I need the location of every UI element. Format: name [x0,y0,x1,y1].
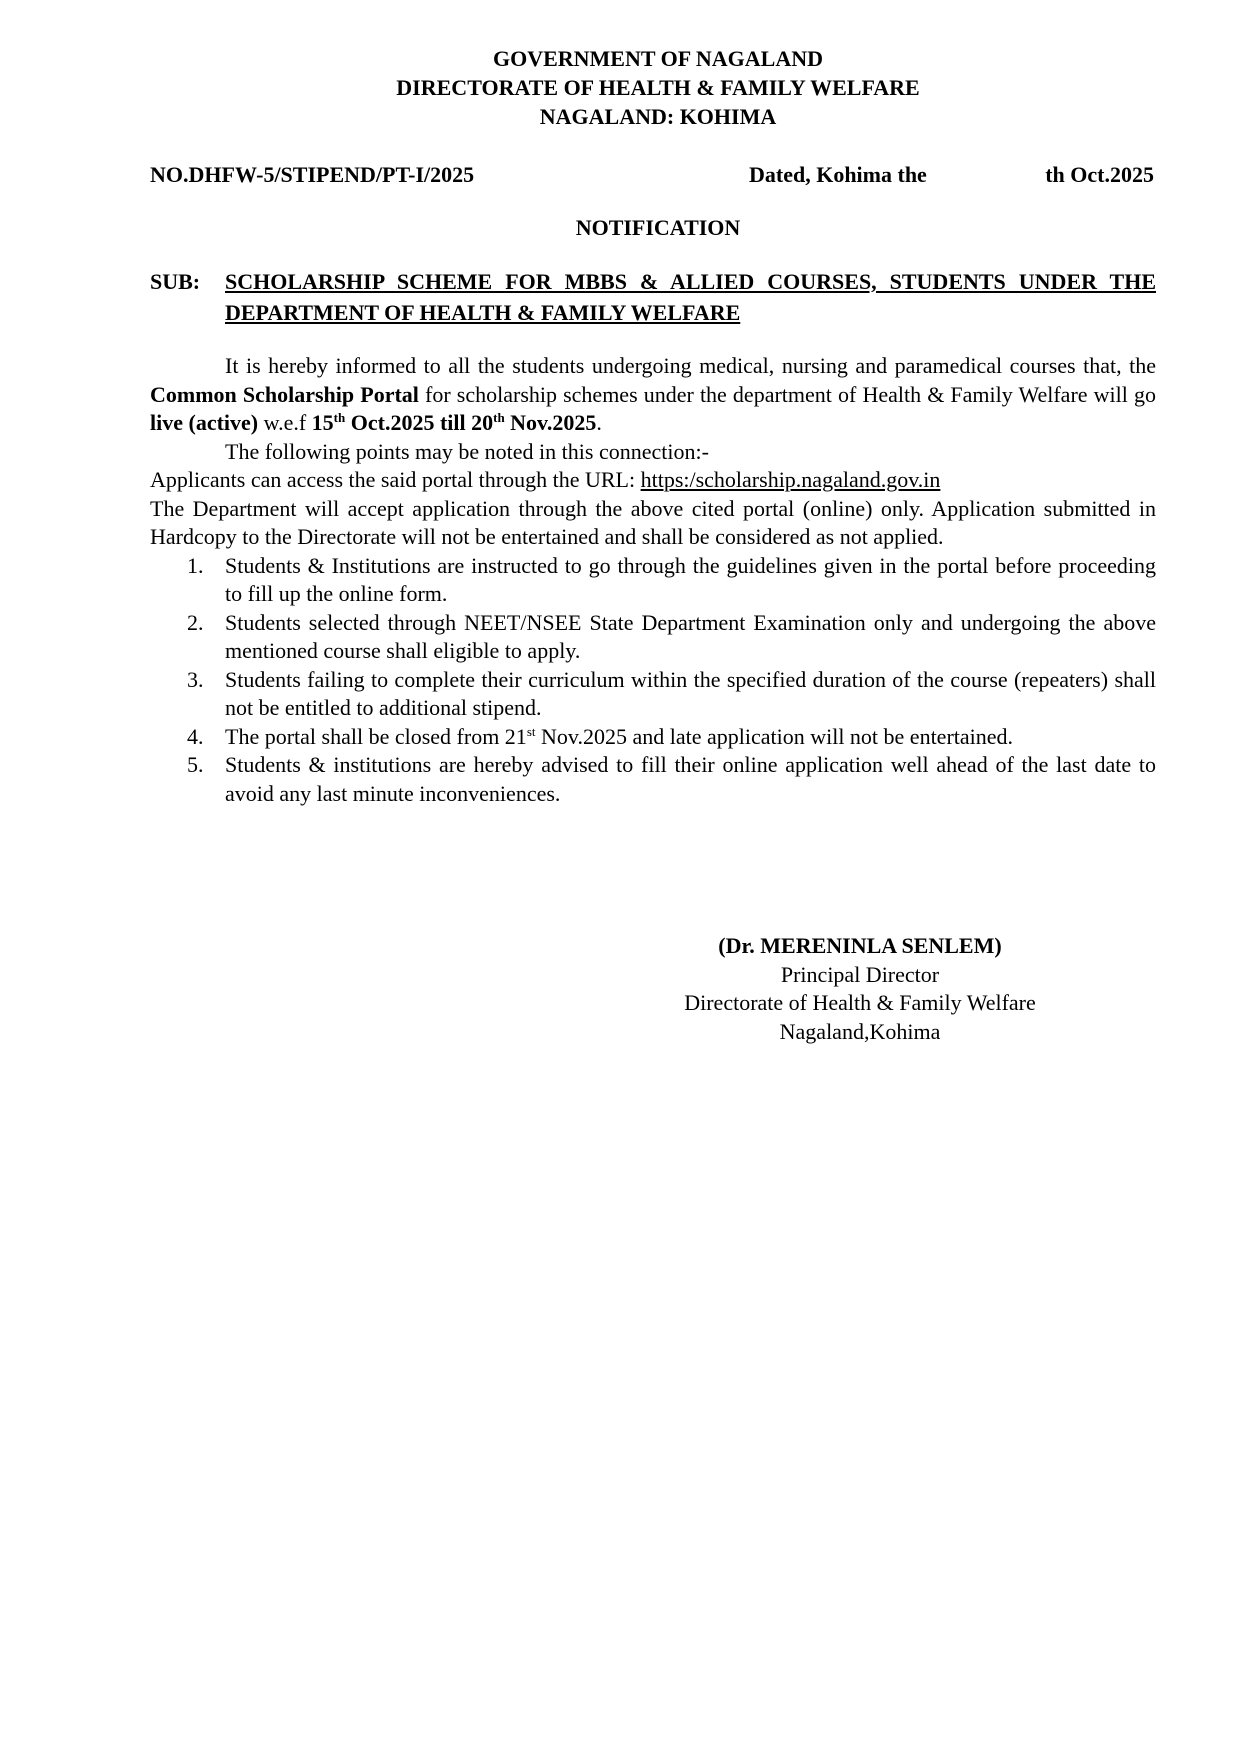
header-government: GOVERNMENT OF NAGALAND [492,46,823,71]
online-only-paragraph: The Department will accept application through the above cited portal (online) only. Application submitted in Hardcopy to the Directorate will not be entertained and shall be considered as not applied. [150,495,1156,549]
list-text-b: Nov.2025 and late application will not be entertained. [535,723,1014,749]
list-item [150,751,1156,808]
list-text: Students failing to complete their curriculum within the specified duration of the course (repeaters) shall not be entitled to additional stipend. [225,666,1156,720]
date-suffix: th Oct.2025 [1045,162,1154,187]
list-number: 3. [187,666,204,692]
reference-number: NO.DHFW-5/STIPEND/PT-I/2025 [150,162,475,187]
signatory-office: Directorate of Health & Family Welfare [684,990,1036,1015]
end-day: 20 [471,410,494,435]
signatory-name: (Dr. MERENINLA SENLEM) [718,933,1002,958]
list-number: 1. [187,552,204,578]
header-directorate: DIRECTORATE OF HEALTH & FAMILY WELFARE [396,75,920,100]
start-day-suffix: th [333,410,346,425]
signatory-designation: Principal Director [780,961,940,987]
intro-text-c: w.e.f [258,410,312,435]
list-number: 5. [187,752,204,777]
end-day-suffix: th [493,410,505,425]
date-range [312,410,597,435]
list-item [150,666,1156,723]
list-text: Students & institutions are hereby advised to fill their online application well ahead of the last date to avoid any last minute inconveniences. [225,752,1156,806]
live-status: live (active) [150,410,259,435]
list-text: Students selected through NEET/NSEE State Department Examination only and undergoing the above mentioned course shall eligible to apply. [225,609,1156,663]
notification-title: NOTIFICATION [575,215,741,240]
points-list [150,552,1156,809]
list-number: 4. [187,723,204,749]
list-number: 2. [187,609,204,635]
notification-body [150,352,1156,808]
intro-text-a: It is hereby informed to all the students undergoing medical, nursing and paramedical courses that, the [225,353,1156,378]
intro-paragraph [150,352,1156,438]
url-line [150,466,1156,495]
subject-block [150,266,1156,328]
end-rest: Nov.2025 [504,410,597,435]
start-day: 15 [311,410,334,435]
list-text: Students & Institutions are instructed to go through the guidelines given in the portal before proceeding to fill up the online form. [225,552,1156,606]
portal-url-link[interactable]: https:/scholarship.nagaland.gov.in [640,467,941,492]
url-label: Applicants can access the said portal through the URL: [150,467,641,492]
portal-name: Common Scholarship Portal [150,381,419,407]
intro-period: . [596,410,602,435]
signatory-place: Nagaland,Kohima [779,1018,941,1044]
list-item [150,552,1156,609]
header-location: NAGALAND: KOHIMA [539,104,777,129]
intro-text-b: for scholarship schemes under the department of Health & Family Welfare will go [418,381,1156,407]
list-text-sup: st [526,723,536,739]
list-item [150,723,1156,752]
start-rest: Oct.2025 till [345,410,472,435]
list-text-a: The portal shall be closed from 21 [225,723,527,749]
dated-label: Dated, Kohima the [749,162,927,187]
points-intro: The following points may be noted in this connection:- [225,438,709,464]
subject-label: SUB: [150,269,201,294]
signature-block [660,932,1060,1046]
list-item [150,609,1156,666]
subject-text: SCHOLARSHIP SCHEME FOR MBBS & ALLIED COURSES, STUDENTS UNDER THE DEPARTMENT OF HEALTH & FAMILY WELFARE [225,269,1156,325]
